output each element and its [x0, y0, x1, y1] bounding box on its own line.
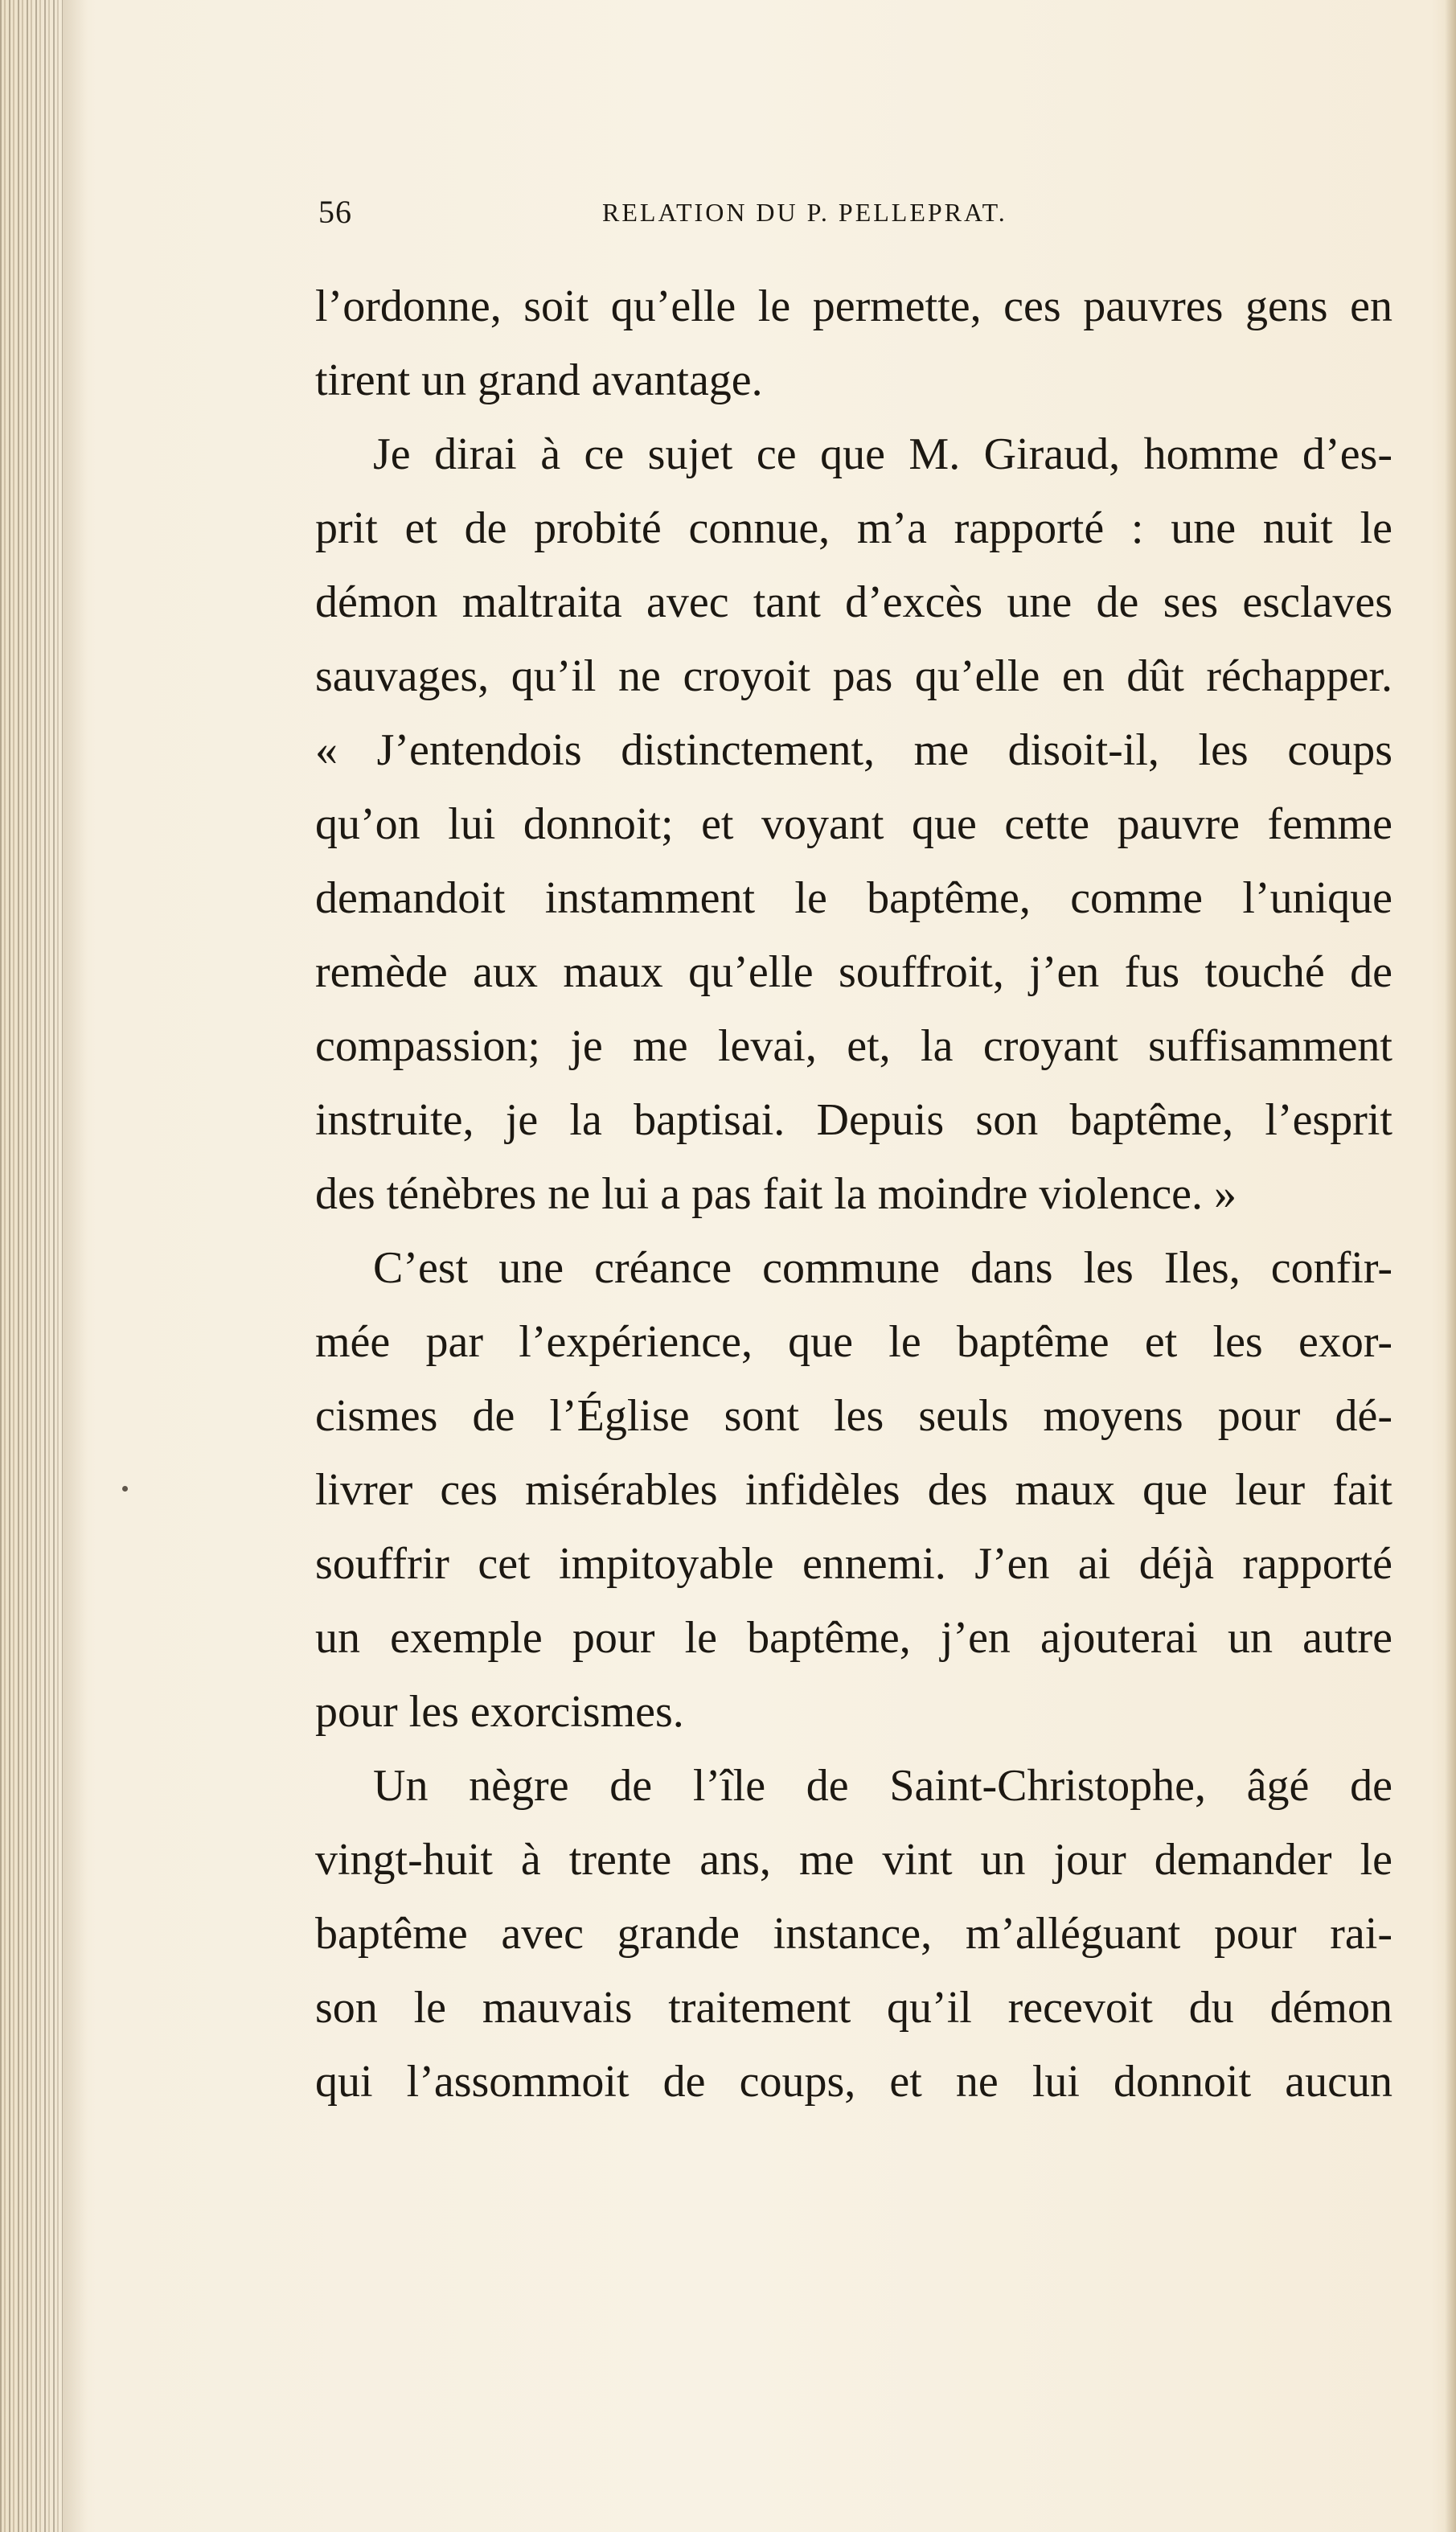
text-line: compassion; je me levai, et, la croyant suffisamment [315, 1021, 1392, 1071]
text-line: remède aux maux qu’elle souffroit, j’en fus touché de [315, 947, 1392, 997]
text-line: l’ordonne, soit qu’elle le permette, ces pauvres gens en [315, 281, 1392, 331]
body-text [315, 269, 1392, 2119]
text-line: son le mauvais traitement qu’il recevoit du démon [315, 1983, 1392, 2033]
text-line: souffrir cet impitoyable ennemi. J’en ai déjà rapporté [315, 1539, 1392, 1589]
text-line: tirent un grand avantage. [315, 355, 763, 405]
text-line: pour les exorcismes. [315, 1687, 684, 1737]
text-line: C’est une créance commune dans les Iles, confir- [373, 1243, 1392, 1293]
page-number: 56 [318, 194, 352, 230]
text-line: « J’entendois distinctement, me disoit-il, les coups [315, 725, 1392, 775]
text-line: un exemple pour le baptême, j’en ajouterai un autre [315, 1613, 1392, 1663]
text-line: instruite, je la baptisai. Depuis son baptême, l’esprit [315, 1095, 1392, 1145]
text-line: qui l’assommoit de coups, et ne lui donnoit aucun [315, 2057, 1392, 2107]
text-line: sauvages, qu’il ne croyoit pas qu’elle en dût réchapper. [315, 651, 1392, 701]
text-line: Un nègre de l’île de Saint-Christophe, âgé de [373, 1761, 1392, 1811]
page-edge [1445, 0, 1456, 2532]
text-line: cismes de l’Église sont les seuls moyens pour dé- [315, 1391, 1392, 1441]
text-line: livrer ces misérables infidèles des maux que leur fait [315, 1465, 1392, 1515]
text-line: mée par l’expérience, que le baptême et les exor- [315, 1317, 1392, 1367]
text-line: qu’on lui donnoit; et voyant que cette pauvre femme [315, 799, 1392, 849]
text-line: Je dirai à ce sujet ce que M. Giraud, homme d’es- [373, 429, 1392, 479]
page-header [318, 193, 1388, 241]
text-line: prit et de probité connue, m’a rapporté : une nuit le [315, 503, 1392, 553]
running-head: RELATION DU P. PELLEPRAT. [602, 198, 1007, 227]
text-line: demandoit instamment le baptême, comme l’unique [315, 873, 1392, 923]
text-line: vingt-huit à trente ans, me vint un jour demander le [315, 1835, 1392, 1885]
text-line: démon maltraita avec tant d’excès une de ses esclaves [315, 577, 1392, 627]
text-line: des ténèbres ne lui a pas fait la moindre violence. » [315, 1169, 1237, 1219]
text-line: baptême avec grande instance, m’alléguant pour rai- [315, 1909, 1392, 1959]
binding-edge [0, 0, 63, 2532]
ink-spot [122, 1486, 128, 1492]
